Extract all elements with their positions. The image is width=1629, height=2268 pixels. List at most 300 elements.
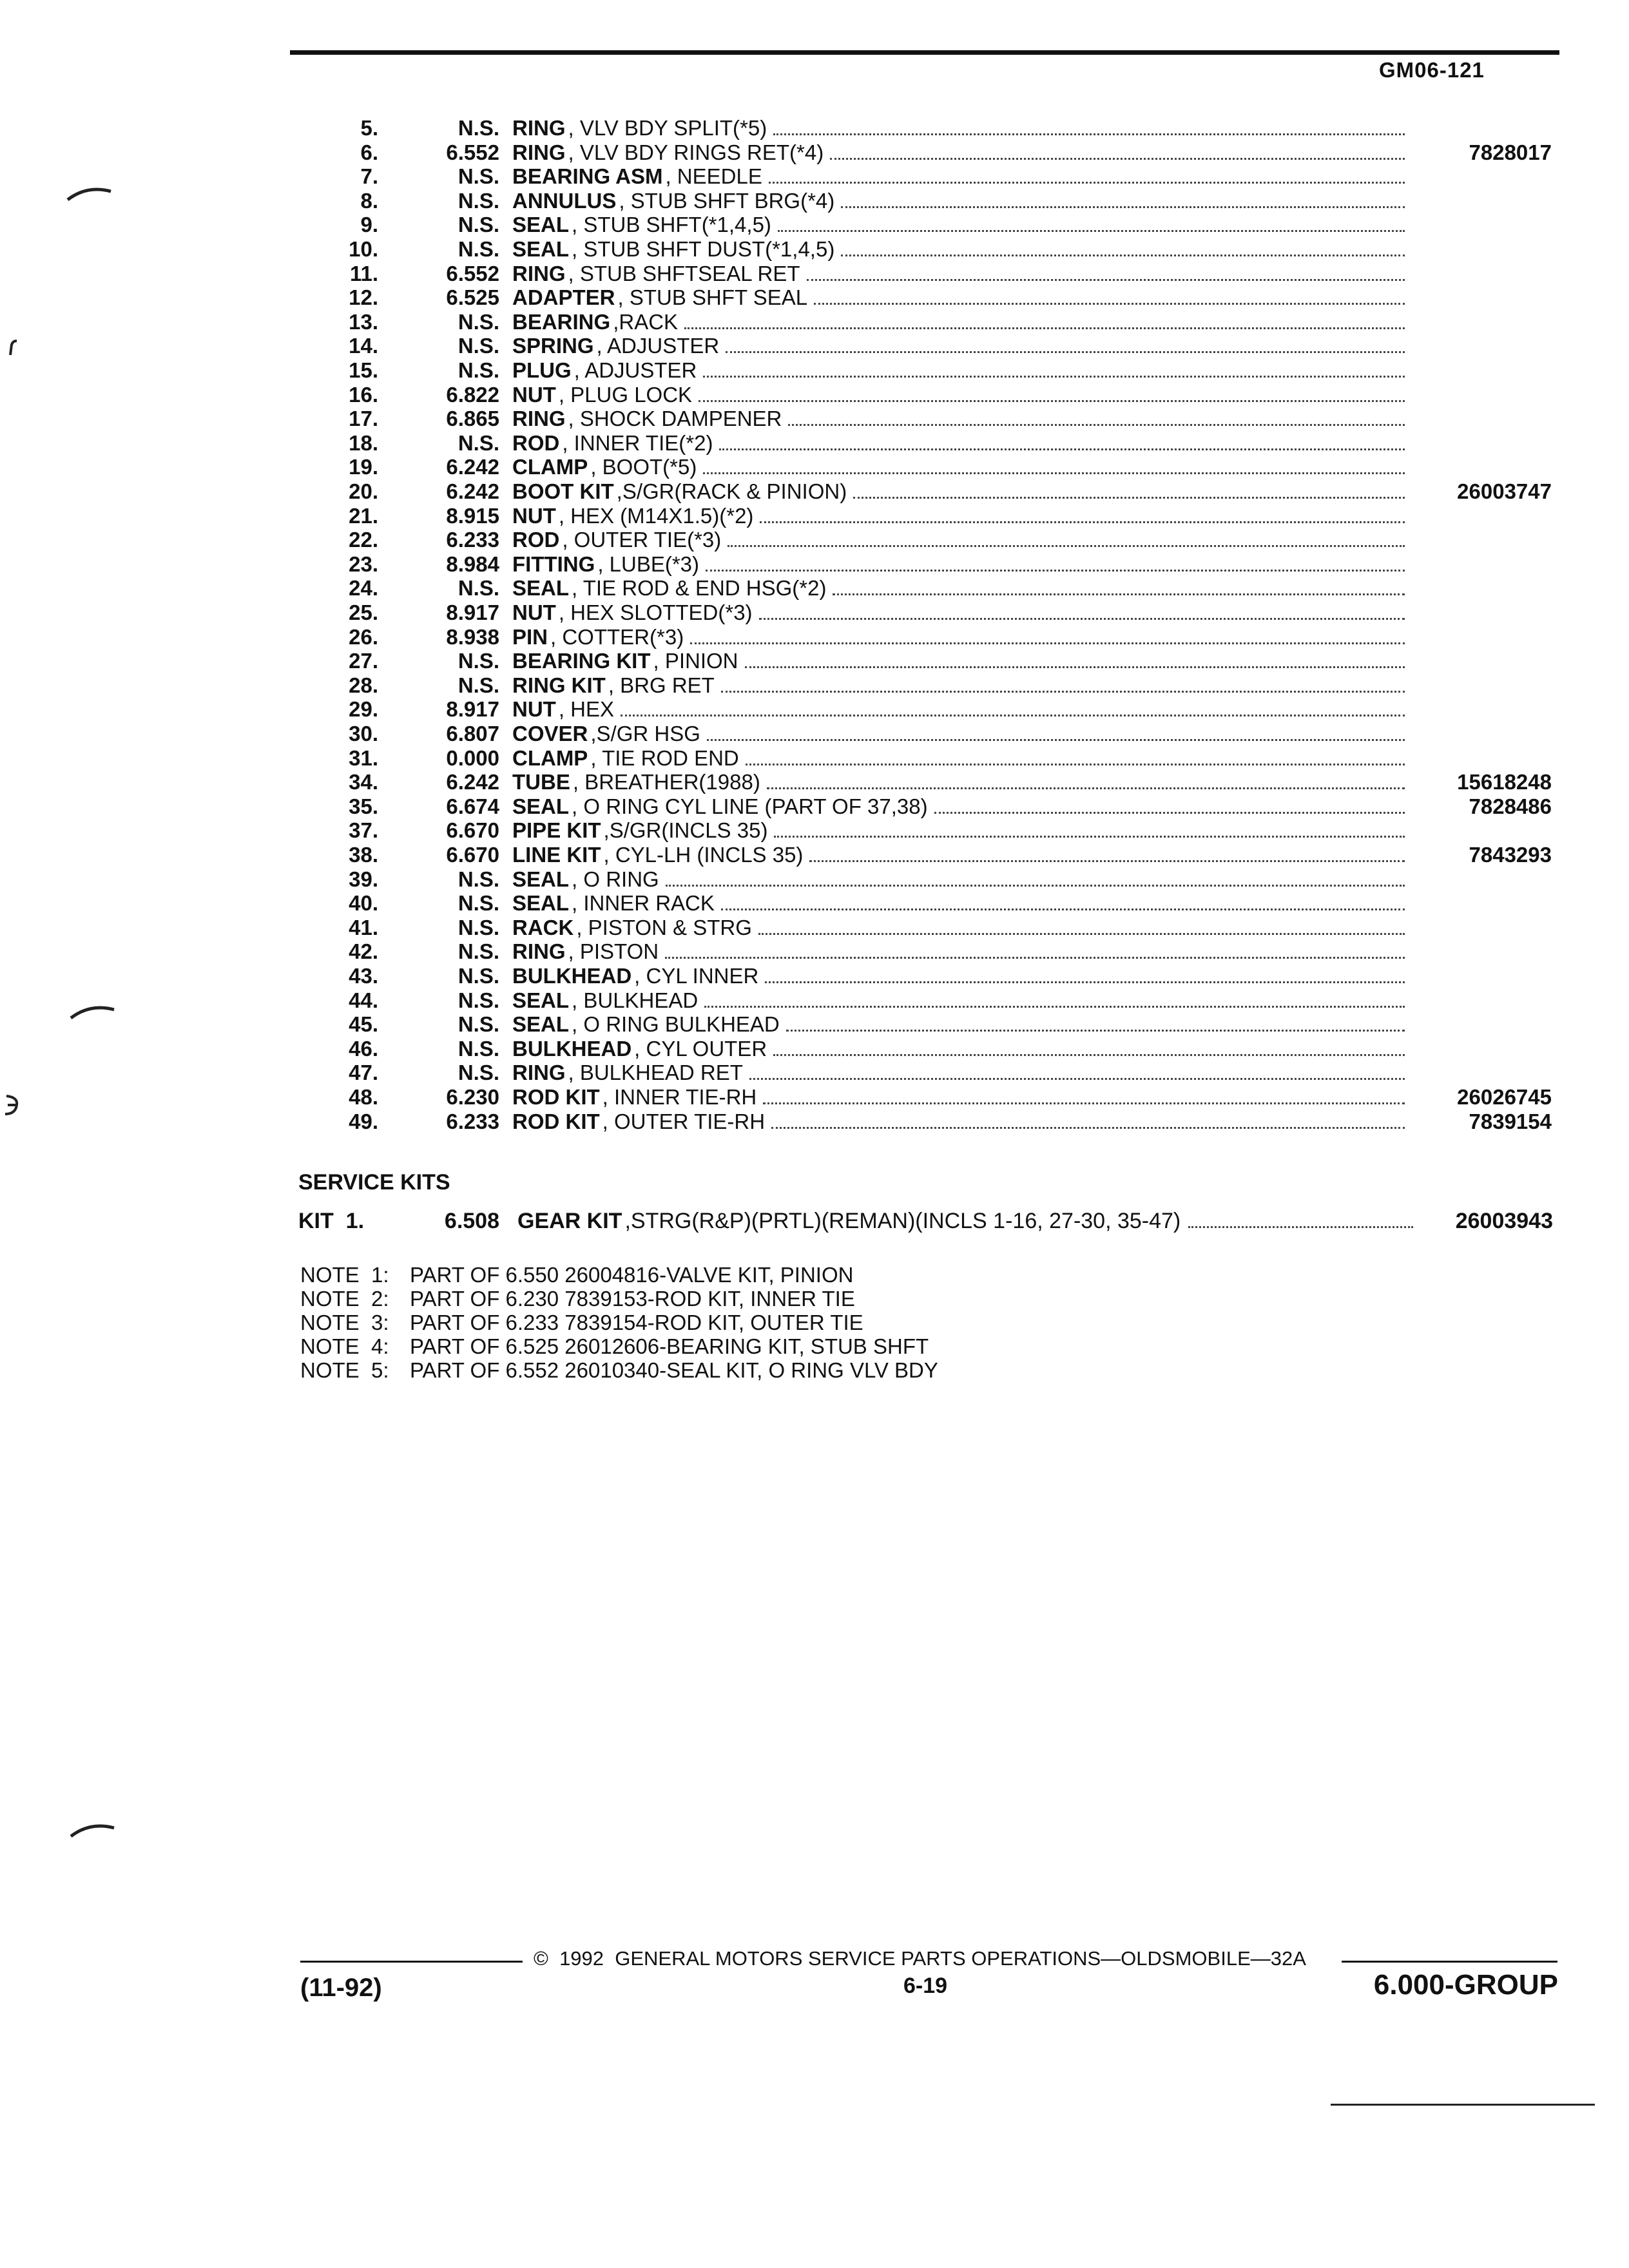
group-number: 6.242	[446, 770, 499, 794]
part-detail: , BULKHEAD RET	[568, 1061, 743, 1084]
kit-group-number: 6.508	[444, 1209, 499, 1233]
part-row	[0, 770, 1629, 794]
item-number: 7.	[360, 164, 378, 188]
part-detail: , BRG RET	[608, 673, 715, 697]
group-number: 6.670	[446, 818, 499, 842]
part-row	[0, 552, 1629, 577]
service-kit-row	[0, 1208, 1629, 1234]
group-number: 6.865	[446, 407, 499, 430]
item-number: 46.	[349, 1037, 378, 1061]
part-description	[512, 189, 1405, 213]
part-row	[0, 383, 1629, 407]
part-detail: , PISTON	[568, 939, 659, 963]
footer-rule-right	[1342, 1961, 1557, 1963]
part-detail: , OUTER TIE-RH	[602, 1110, 766, 1133]
leader-dots	[778, 213, 1405, 232]
part-name: RING	[512, 140, 566, 164]
part-row	[0, 939, 1629, 964]
part-row	[0, 1012, 1629, 1037]
leader-dots	[704, 989, 1405, 1008]
group-number: N.S.	[458, 334, 499, 358]
group-number: 6.674	[446, 794, 499, 818]
part-detail: , VLV BDY RINGS RET(*4)	[568, 140, 824, 164]
group-number: 6.233	[446, 1110, 499, 1133]
part-detail: , STUB SHFTSEAL RET	[568, 262, 800, 285]
leader-dots	[841, 189, 1405, 208]
part-row	[0, 504, 1629, 528]
leader-dots	[759, 601, 1405, 620]
leader-dots	[830, 141, 1405, 160]
part-description	[512, 770, 1405, 794]
item-number: 5.	[360, 116, 378, 140]
part-row	[0, 164, 1629, 189]
part-detail: , CYL OUTER	[634, 1037, 767, 1061]
item-number: 25.	[349, 601, 378, 624]
group-number: N.S.	[458, 189, 499, 213]
part-row	[0, 1110, 1629, 1134]
part-row	[0, 237, 1629, 262]
group-number: N.S.	[458, 310, 499, 334]
note-text: PART OF 6.525 26012606-BEARING KIT, STUB SHFT	[410, 1334, 929, 1358]
leader-dots	[719, 432, 1405, 450]
footer-rule-left	[300, 1961, 523, 1963]
leader-dots	[934, 795, 1405, 814]
part-name: SEAL	[512, 988, 570, 1012]
part-name: ROD	[512, 528, 560, 552]
leader-dots	[809, 843, 1405, 862]
leader-dots	[841, 238, 1405, 256]
kit-name: GEAR KIT	[517, 1209, 622, 1233]
note-text: PART OF 6.550 26004816-VALVE KIT, PINION	[410, 1263, 854, 1287]
part-row	[0, 1085, 1629, 1110]
part-name: ROD KIT	[512, 1085, 600, 1109]
item-number: 41.	[349, 916, 378, 939]
group-number: N.S.	[458, 649, 499, 673]
part-description	[512, 818, 1405, 843]
part-row	[0, 818, 1629, 843]
note-line	[300, 1287, 938, 1311]
group-number: 6.525	[446, 285, 499, 309]
part-name: SEAL	[512, 1012, 570, 1036]
part-detail: , STUB SHFT BRG(*4)	[619, 189, 835, 213]
item-number: 18.	[349, 431, 378, 455]
item-number: 15.	[349, 358, 378, 382]
note-label: NOTE 4:	[300, 1334, 389, 1358]
item-number: 44.	[349, 988, 378, 1012]
group-number: N.S.	[458, 213, 499, 236]
item-number: 48.	[349, 1085, 378, 1109]
part-description	[512, 552, 1405, 577]
leader-dots	[703, 359, 1405, 378]
group-number: 0.000	[446, 746, 499, 770]
item-number: 43.	[349, 964, 378, 988]
group-number: 8.917	[446, 697, 499, 721]
part-row	[0, 649, 1629, 673]
part-name: PLUG	[512, 358, 572, 382]
part-name: NUT	[512, 383, 556, 407]
leader-dots	[814, 286, 1405, 305]
group-number: 6.807	[446, 722, 499, 745]
part-detail: , STUB SHFT(*1,4,5)	[572, 213, 771, 236]
part-number: 7839154	[1469, 1110, 1552, 1133]
part-detail: , BREATHER(1988)	[572, 770, 760, 794]
part-name: SEAL	[512, 213, 570, 236]
part-name: FITTING	[512, 552, 595, 576]
group-number: N.S.	[458, 891, 499, 915]
part-detail: , INNER TIE(*2)	[562, 431, 713, 455]
part-row	[0, 116, 1629, 140]
part-detail: , O RING	[572, 867, 659, 891]
item-number: 12.	[349, 285, 378, 309]
item-number: 13.	[349, 310, 378, 334]
part-name: SEAL	[512, 867, 570, 891]
leader-dots	[786, 1013, 1405, 1032]
leader-dots	[788, 407, 1405, 426]
item-number: 17.	[349, 407, 378, 430]
leader-dots	[726, 334, 1405, 353]
part-detail: , VLV BDY SPLIT(*5)	[568, 116, 767, 140]
part-row	[0, 1061, 1629, 1085]
group-number: N.S.	[458, 673, 499, 697]
item-number: 28.	[349, 673, 378, 697]
part-detail: , STUB SHFT DUST(*1,4,5)	[572, 237, 835, 261]
part-detail: , SHOCK DAMPENER	[568, 407, 782, 430]
service-kits-title: SERVICE KITS	[298, 1170, 450, 1195]
part-name: BEARING KIT	[512, 649, 651, 673]
part-number: 26026745	[1457, 1085, 1552, 1109]
part-detail: , INNER TIE-RH	[602, 1085, 757, 1109]
part-description	[512, 383, 1405, 407]
part-row	[0, 455, 1629, 479]
leader-dots	[763, 1086, 1405, 1104]
leader-dots	[833, 577, 1405, 595]
part-name: SPRING	[512, 334, 594, 358]
part-description	[512, 1085, 1405, 1110]
part-name: ADAPTER	[512, 285, 615, 309]
part-name: RING	[512, 939, 566, 963]
leader-dots	[721, 892, 1405, 910]
part-name: COVER	[512, 722, 588, 745]
part-description	[512, 576, 1405, 601]
part-row	[0, 746, 1629, 771]
part-name: BULKHEAD	[512, 964, 632, 988]
part-row	[0, 1037, 1629, 1061]
part-detail: , ADJUSTER	[574, 358, 697, 382]
part-name: CLAMP	[512, 455, 588, 479]
bottom-rule	[1331, 2104, 1595, 2106]
item-number: 42.	[349, 939, 378, 963]
part-name: RING	[512, 116, 566, 140]
leader-dots	[706, 553, 1405, 572]
part-name: NUT	[512, 504, 556, 528]
leader-dots	[807, 262, 1405, 281]
leader-dots	[699, 383, 1405, 402]
part-detail: , ADJUSTER	[596, 334, 720, 358]
leader-dots	[621, 698, 1405, 716]
part-description	[512, 964, 1405, 988]
leader-dots	[760, 505, 1405, 523]
part-detail: , HEX	[558, 697, 615, 721]
part-detail: , HEX (M14X1.5)(*2)	[558, 504, 754, 528]
item-number: 21.	[349, 504, 378, 528]
part-description	[512, 237, 1405, 262]
part-description	[512, 1061, 1405, 1085]
part-name: NUT	[512, 601, 556, 624]
part-name: CLAMP	[512, 746, 588, 770]
group-number: 8.938	[446, 625, 499, 649]
part-detail: , INNER RACK	[572, 891, 715, 915]
part-description	[512, 262, 1405, 286]
item-number: 37.	[349, 818, 378, 842]
scan-mark	[6, 338, 19, 358]
part-name: TUBE	[512, 770, 570, 794]
group-number: N.S.	[458, 916, 499, 939]
item-number: 38.	[349, 843, 378, 867]
part-description	[512, 116, 1405, 140]
part-detail: , CYL INNER	[634, 964, 759, 988]
part-description	[512, 1037, 1405, 1061]
part-name: ROD KIT	[512, 1110, 600, 1133]
part-description	[512, 697, 1405, 722]
part-number: 15618248	[1457, 770, 1552, 794]
note-text: PART OF 6.233 7839154-ROD KIT, OUTER TIE	[410, 1311, 863, 1334]
part-description	[512, 843, 1405, 867]
group-number: N.S.	[458, 358, 499, 382]
leader-dots	[853, 480, 1405, 499]
part-detail: ,RACK	[613, 310, 679, 334]
part-detail: , O RING BULKHEAD	[572, 1012, 780, 1036]
item-number: 26.	[349, 625, 378, 649]
group-number: 6.552	[446, 140, 499, 164]
part-row	[0, 697, 1629, 722]
leader-dots	[771, 1110, 1405, 1129]
part-row	[0, 140, 1629, 165]
notes-list	[300, 1263, 938, 1382]
item-number: 9.	[360, 213, 378, 236]
footer-group: 6.000-GROUP	[1373, 1969, 1558, 2001]
part-description	[512, 1110, 1405, 1134]
item-number: 14.	[349, 334, 378, 358]
part-name: RING	[512, 407, 566, 430]
part-row	[0, 988, 1629, 1013]
part-description	[512, 649, 1405, 673]
item-number: 40.	[349, 891, 378, 915]
part-description	[512, 140, 1405, 165]
item-number: 34.	[349, 770, 378, 794]
part-description	[512, 310, 1405, 334]
part-row	[0, 189, 1629, 213]
part-description	[512, 601, 1405, 625]
group-number: 6.242	[446, 455, 499, 479]
group-number: 6.822	[446, 383, 499, 407]
group-number: N.S.	[458, 1037, 499, 1061]
item-number: 8.	[360, 189, 378, 213]
leader-dots	[769, 165, 1405, 184]
leader-dots	[765, 965, 1405, 983]
group-number: 8.984	[446, 552, 499, 576]
part-description	[512, 794, 1405, 819]
group-number: N.S.	[458, 1061, 499, 1084]
part-detail: , BULKHEAD	[572, 988, 699, 1012]
note-text: PART OF 6.552 26010340-SEAL KIT, O RING VLV BDY	[410, 1358, 938, 1382]
item-number: 19.	[349, 455, 378, 479]
scan-mark	[64, 184, 116, 203]
part-name: ROD	[512, 431, 560, 455]
part-row	[0, 479, 1629, 504]
part-row	[0, 891, 1629, 916]
part-row	[0, 625, 1629, 649]
leader-dots	[773, 1037, 1405, 1056]
part-number: 7828486	[1469, 794, 1552, 818]
leader-dots	[773, 117, 1405, 135]
leader-dots	[745, 649, 1405, 668]
part-detail: , TIE ROD & END HSG(*2)	[572, 576, 827, 600]
item-number: 6.	[360, 140, 378, 164]
part-description	[512, 358, 1405, 383]
part-description	[512, 891, 1405, 916]
part-description	[512, 407, 1405, 431]
part-description	[512, 916, 1405, 940]
part-detail: , LUBE(*3)	[597, 552, 700, 576]
leader-dots	[684, 311, 1405, 329]
part-description	[512, 988, 1405, 1013]
part-detail: , PISTON & STRG	[576, 916, 752, 939]
leader-dots	[728, 528, 1405, 547]
part-description	[512, 455, 1405, 479]
part-name: RACK	[512, 916, 574, 939]
part-row	[0, 310, 1629, 334]
part-row	[0, 964, 1629, 988]
kit-label: KIT 1.	[298, 1209, 365, 1233]
part-detail: , OUTER TIE(*3)	[562, 528, 722, 552]
part-description	[512, 334, 1405, 358]
part-description	[512, 625, 1405, 649]
item-number: 22.	[349, 528, 378, 552]
item-number: 27.	[349, 649, 378, 673]
group-number: N.S.	[458, 116, 499, 140]
item-number: 20.	[349, 479, 378, 503]
leader-dots	[767, 771, 1405, 789]
part-detail: ,S/GR HSG	[590, 722, 700, 745]
part-description	[512, 722, 1405, 746]
part-description	[512, 213, 1405, 237]
item-number: 35.	[349, 794, 378, 818]
part-row	[0, 334, 1629, 358]
part-row	[0, 407, 1629, 431]
leader-dots	[707, 722, 1405, 741]
item-number: 39.	[349, 867, 378, 891]
item-number: 47.	[349, 1061, 378, 1084]
part-row	[0, 528, 1629, 552]
note-line	[300, 1263, 938, 1287]
part-row	[0, 285, 1629, 310]
group-number: N.S.	[458, 988, 499, 1012]
part-name: BOOT KIT	[512, 479, 614, 503]
part-name: SEAL	[512, 794, 570, 818]
part-description	[512, 431, 1405, 456]
group-number: 8.915	[446, 504, 499, 528]
part-row	[0, 843, 1629, 867]
part-description	[512, 1012, 1405, 1037]
part-row	[0, 601, 1629, 625]
leader-dots	[774, 819, 1405, 838]
part-name: RING	[512, 1061, 566, 1084]
note-line	[300, 1358, 938, 1382]
part-name: RING	[512, 262, 566, 285]
part-row	[0, 673, 1629, 698]
part-name: PIN	[512, 625, 548, 649]
group-number: N.S.	[458, 939, 499, 963]
item-number: 49.	[349, 1110, 378, 1133]
part-description	[512, 504, 1405, 528]
part-detail: , CYL-LH (INCLS 35)	[603, 843, 804, 867]
part-name: BEARING ASM	[512, 164, 663, 188]
note-label: NOTE 2:	[300, 1287, 389, 1311]
part-row	[0, 213, 1629, 237]
part-name: BULKHEAD	[512, 1037, 632, 1061]
part-detail: , HEX SLOTTED(*3)	[558, 601, 753, 624]
part-row	[0, 431, 1629, 456]
leader-dots	[665, 940, 1405, 959]
item-number: 24.	[349, 576, 378, 600]
part-name: SEAL	[512, 237, 570, 261]
item-number: 30.	[349, 722, 378, 745]
scan-mark	[68, 1002, 119, 1021]
part-description	[512, 285, 1405, 310]
part-name: PIPE KIT	[512, 818, 601, 842]
part-detail: , PINION	[653, 649, 738, 673]
part-name: ANNULUS	[512, 189, 617, 213]
group-number: 8.917	[446, 601, 499, 624]
item-number: 31.	[349, 746, 378, 770]
part-name: RING KIT	[512, 673, 606, 697]
part-row	[0, 576, 1629, 601]
part-detail: , O RING CYL LINE (PART OF 37,38)	[572, 794, 928, 818]
part-description	[512, 746, 1405, 771]
part-description	[512, 867, 1405, 892]
note-label: NOTE 3:	[300, 1311, 389, 1334]
item-number: 23.	[349, 552, 378, 576]
group-number: N.S.	[458, 867, 499, 891]
part-name: LINE KIT	[512, 843, 601, 867]
part-description	[512, 528, 1405, 552]
group-number: N.S.	[458, 431, 499, 455]
group-number: 6.242	[446, 479, 499, 503]
part-detail: , COTTER(*3)	[550, 625, 684, 649]
copyright-line: © 1992 GENERAL MOTORS SERVICE PARTS OPERATIONS—OLDSMOBILE—32A	[534, 1947, 1306, 1970]
group-number: 6.233	[446, 528, 499, 552]
part-name: SEAL	[512, 891, 570, 915]
part-description	[512, 673, 1405, 698]
group-number: N.S.	[458, 576, 499, 600]
group-number: N.S.	[458, 164, 499, 188]
part-row	[0, 358, 1629, 383]
leader-dots	[666, 868, 1405, 887]
part-name: BEARING	[512, 310, 611, 334]
part-number: 7828017	[1469, 140, 1552, 164]
part-detail: ,S/GR(INCLS 35)	[603, 818, 768, 842]
part-detail: , STUB SHFT SEAL	[617, 285, 808, 309]
part-detail: ,S/GR(RACK & PINION)	[616, 479, 847, 503]
part-detail: , BOOT(*5)	[590, 455, 697, 479]
part-detail: , TIE ROD END	[590, 746, 739, 770]
note-label: NOTE 5:	[300, 1358, 389, 1382]
part-description	[512, 479, 1405, 504]
item-number: 11.	[349, 262, 378, 285]
part-name: NUT	[512, 697, 556, 721]
kit-part-number: 26003943	[1455, 1209, 1553, 1233]
footer-page-number: 6-19	[903, 1974, 948, 1998]
